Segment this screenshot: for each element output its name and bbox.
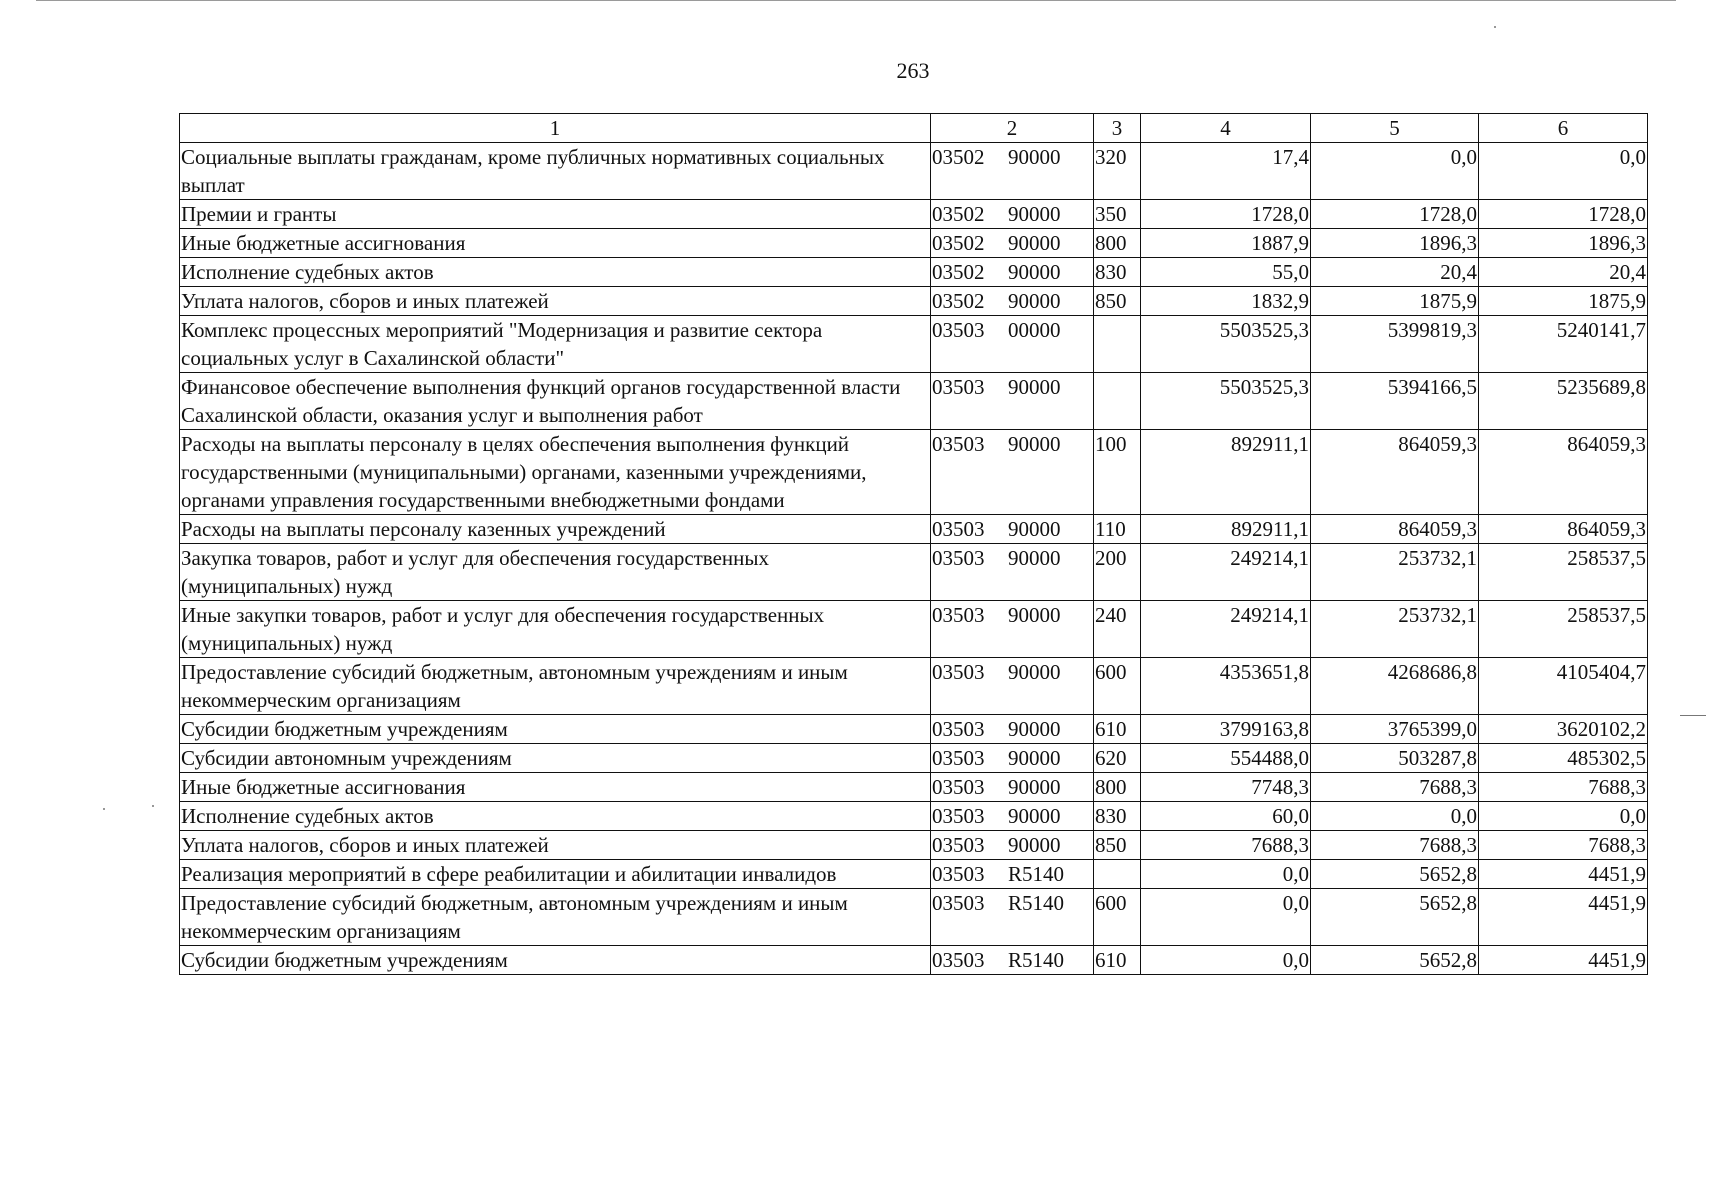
amount-col4-cell: 3799163,8 (1141, 715, 1311, 744)
target-article-code-cell (931, 831, 1094, 860)
target-article-code-cell (931, 258, 1094, 287)
table-row (180, 544, 1648, 601)
target-article-code-cell (931, 860, 1094, 889)
amount-col4-cell: 0,0 (1141, 946, 1311, 975)
amount-col6-cell: 5240141,7 (1479, 316, 1648, 373)
target-article-code-cell (931, 373, 1094, 430)
amount-col4-cell: 5503525,3 (1141, 373, 1311, 430)
amount-col4-cell: 1728,0 (1141, 200, 1311, 229)
table-row (180, 143, 1648, 200)
scan-border-line (36, 0, 1676, 1)
expense-name-cell: Уплата налогов, сборов и иных платежей (180, 287, 931, 316)
amount-col6-cell: 4451,9 (1479, 889, 1648, 946)
expense-type-cell: 850 (1094, 831, 1141, 860)
code-direction-part: 90000 (1008, 517, 1061, 541)
table-row (180, 715, 1648, 744)
target-article-code-cell (931, 946, 1094, 975)
amount-col6-cell: 864059,3 (1479, 515, 1648, 544)
expense-type-cell: 800 (1094, 229, 1141, 258)
target-article-code-cell (931, 715, 1094, 744)
expense-type-cell: 620 (1094, 744, 1141, 773)
table-row (180, 200, 1648, 229)
expense-name-cell: Иные бюджетные ассигнования (180, 229, 931, 258)
amount-col4-cell: 1887,9 (1141, 229, 1311, 258)
amount-col5-cell: 0,0 (1311, 143, 1479, 200)
code-program-part: 03503 (932, 862, 985, 886)
code-direction-part: 90000 (1008, 746, 1061, 770)
amount-col6-cell: 1728,0 (1479, 200, 1648, 229)
amount-col5-cell: 0,0 (1311, 802, 1479, 831)
amount-col6-cell: 4105404,7 (1479, 658, 1648, 715)
table-row (180, 229, 1648, 258)
expense-type-cell: 600 (1094, 889, 1141, 946)
code-program-part: 03503 (932, 891, 985, 915)
code-program-part: 03503 (932, 546, 985, 570)
table-row (180, 515, 1648, 544)
amount-col4-cell: 17,4 (1141, 143, 1311, 200)
expense-name-cell: Предоставление субсидий бюджетным, автономным учреждениям и иным некоммерческим организациям (180, 658, 931, 715)
table-row (180, 430, 1648, 515)
code-program-part: 03503 (932, 717, 985, 741)
amount-col5-cell: 1728,0 (1311, 200, 1479, 229)
table-row (180, 831, 1648, 860)
code-direction-part: 90000 (1008, 603, 1061, 627)
expense-type-cell (1094, 316, 1141, 373)
code-program-part: 03502 (932, 260, 985, 284)
expense-name-cell: Исполнение судебных актов (180, 802, 931, 831)
code-direction-part: R5140 (1008, 891, 1065, 915)
amount-col5-cell: 20,4 (1311, 258, 1479, 287)
code-direction-part: R5140 (1008, 862, 1065, 886)
expense-type-cell: 850 (1094, 287, 1141, 316)
expense-name-cell: Исполнение судебных актов (180, 258, 931, 287)
target-article-code-cell (931, 316, 1094, 373)
expense-type-cell (1094, 860, 1141, 889)
expense-name-cell: Реализация мероприятий в сфере реабилитации и абилитации инвалидов (180, 860, 931, 889)
budget-table (179, 113, 1648, 975)
code-program-part: 03503 (932, 318, 985, 342)
expense-type-cell: 200 (1094, 544, 1141, 601)
target-article-code-cell (931, 143, 1094, 200)
code-program-part: 03503 (932, 948, 985, 972)
target-article-code-cell (931, 229, 1094, 258)
expense-name-cell: Субсидии бюджетным учреждениям (180, 715, 931, 744)
code-direction-part: 90000 (1008, 145, 1061, 169)
target-article-code-cell (931, 515, 1094, 544)
code-program-part: 03503 (932, 375, 985, 399)
amount-col6-cell: 7688,3 (1479, 773, 1648, 802)
column-header: 1 (180, 114, 931, 143)
code-direction-part: 90000 (1008, 432, 1061, 456)
amount-col5-cell: 1896,3 (1311, 229, 1479, 258)
code-program-part: 03503 (932, 660, 985, 684)
amount-col6-cell: 20,4 (1479, 258, 1648, 287)
code-program-part: 03503 (932, 517, 985, 541)
expense-name-cell: Премии и гранты (180, 200, 931, 229)
column-header: 5 (1311, 114, 1479, 143)
amount-col6-cell: 7688,3 (1479, 831, 1648, 860)
expense-name-cell: Уплата налогов, сборов и иных платежей (180, 831, 931, 860)
code-program-part: 03502 (932, 202, 985, 226)
amount-col6-cell: 3620102,2 (1479, 715, 1648, 744)
code-program-part: 03503 (932, 746, 985, 770)
code-program-part: 03502 (932, 289, 985, 313)
table-row (180, 802, 1648, 831)
code-direction-part: 90000 (1008, 546, 1061, 570)
amount-col5-cell: 5652,8 (1311, 889, 1479, 946)
target-article-code-cell (931, 802, 1094, 831)
amount-col4-cell: 5503525,3 (1141, 316, 1311, 373)
expense-type-cell: 830 (1094, 258, 1141, 287)
page-number: 263 (896, 58, 930, 83)
code-direction-part: 90000 (1008, 717, 1061, 741)
table-row (180, 287, 1648, 316)
code-program-part: 03503 (932, 775, 985, 799)
expense-type-cell: 240 (1094, 601, 1141, 658)
amount-col6-cell: 258537,5 (1479, 601, 1648, 658)
table-row (180, 601, 1648, 658)
scan-edge-mark (1680, 715, 1706, 716)
amount-col5-cell: 1875,9 (1311, 287, 1479, 316)
expense-type-cell: 100 (1094, 430, 1141, 515)
target-article-code-cell (931, 889, 1094, 946)
code-direction-part: 90000 (1008, 804, 1061, 828)
amount-col6-cell: 5235689,8 (1479, 373, 1648, 430)
amount-col6-cell: 1875,9 (1479, 287, 1648, 316)
expense-name-cell: Иные бюджетные ассигнования (180, 773, 931, 802)
amount-col4-cell: 1832,9 (1141, 287, 1311, 316)
amount-col4-cell: 249214,1 (1141, 601, 1311, 658)
expense-name-cell: Субсидии бюджетным учреждениям (180, 946, 931, 975)
scan-speck (1494, 26, 1496, 28)
expense-name-cell: Иные закупки товаров, работ и услуг для обеспечения государственных (муниципальных) нужд (180, 601, 931, 658)
column-header: 3 (1094, 114, 1141, 143)
table-row (180, 373, 1648, 430)
amount-col5-cell: 864059,3 (1311, 430, 1479, 515)
target-article-code-cell (931, 200, 1094, 229)
target-article-code-cell (931, 430, 1094, 515)
expense-name-cell: Предоставление субсидий бюджетным, автономным учреждениям и иным некоммерческим организациям (180, 889, 931, 946)
code-direction-part: 90000 (1008, 775, 1061, 799)
amount-col6-cell: 864059,3 (1479, 430, 1648, 515)
table-row (180, 744, 1648, 773)
amount-col5-cell: 503287,8 (1311, 744, 1479, 773)
amount-col4-cell: 892911,1 (1141, 430, 1311, 515)
amount-col6-cell: 258537,5 (1479, 544, 1648, 601)
target-article-code-cell (931, 287, 1094, 316)
amount-col5-cell: 5652,8 (1311, 946, 1479, 975)
amount-col4-cell: 0,0 (1141, 889, 1311, 946)
amount-col6-cell: 0,0 (1479, 143, 1648, 200)
target-article-code-cell (931, 658, 1094, 715)
code-program-part: 03503 (932, 804, 985, 828)
amount-col5-cell: 253732,1 (1311, 544, 1479, 601)
expense-type-cell: 320 (1094, 143, 1141, 200)
expense-type-cell: 350 (1094, 200, 1141, 229)
expense-name-cell: Расходы на выплаты персоналу казенных учреждений (180, 515, 931, 544)
table-row (180, 773, 1648, 802)
code-direction-part: 90000 (1008, 289, 1061, 313)
table-row (180, 889, 1648, 946)
amount-col6-cell: 485302,5 (1479, 744, 1648, 773)
amount-col4-cell: 249214,1 (1141, 544, 1311, 601)
amount-col4-cell: 554488,0 (1141, 744, 1311, 773)
code-direction-part: 90000 (1008, 660, 1061, 684)
code-program-part: 03503 (932, 833, 985, 857)
expense-name-cell: Социальные выплаты гражданам, кроме публичных нормативных социальных выплат (180, 143, 931, 200)
amount-col5-cell: 5394166,5 (1311, 373, 1479, 430)
amount-col5-cell: 5652,8 (1311, 860, 1479, 889)
code-direction-part: 00000 (1008, 318, 1061, 342)
expense-type-cell: 110 (1094, 515, 1141, 544)
table-row (180, 258, 1648, 287)
amount-col5-cell: 5399819,3 (1311, 316, 1479, 373)
amount-col4-cell: 0,0 (1141, 860, 1311, 889)
amount-col4-cell: 4353651,8 (1141, 658, 1311, 715)
expense-type-cell: 600 (1094, 658, 1141, 715)
expense-type-cell: 800 (1094, 773, 1141, 802)
column-header: 4 (1141, 114, 1311, 143)
code-program-part: 03502 (932, 231, 985, 255)
amount-col6-cell: 4451,9 (1479, 946, 1648, 975)
scan-speck (152, 805, 154, 807)
code-direction-part: 90000 (1008, 202, 1061, 226)
expense-type-cell: 830 (1094, 802, 1141, 831)
column-header: 2 (931, 114, 1094, 143)
amount-col4-cell: 60,0 (1141, 802, 1311, 831)
target-article-code-cell (931, 744, 1094, 773)
expense-name-cell: Закупка товаров, работ и услуг для обеспечения государственных (муниципальных) нужд (180, 544, 931, 601)
table-row (180, 316, 1648, 373)
amount-col6-cell: 4451,9 (1479, 860, 1648, 889)
code-direction-part: 90000 (1008, 260, 1061, 284)
table-row (180, 946, 1648, 975)
amount-col5-cell: 7688,3 (1311, 831, 1479, 860)
expense-name-cell: Субсидии автономным учреждениям (180, 744, 931, 773)
column-header: 6 (1479, 114, 1648, 143)
expense-name-cell: Расходы на выплаты персоналу в целях обеспечения выполнения функций государственными (муниципальными) органами, казенными учреждениями, органами управления государственными внебюджетными фондами (180, 430, 931, 515)
target-article-code-cell (931, 601, 1094, 658)
table-header-row (180, 114, 1648, 143)
expense-type-cell: 610 (1094, 715, 1141, 744)
amount-col6-cell: 0,0 (1479, 802, 1648, 831)
code-direction-part: 90000 (1008, 375, 1061, 399)
code-program-part: 03503 (932, 432, 985, 456)
amount-col5-cell: 4268686,8 (1311, 658, 1479, 715)
amount-col5-cell: 7688,3 (1311, 773, 1479, 802)
amount-col4-cell: 7688,3 (1141, 831, 1311, 860)
table-row (180, 860, 1648, 889)
expense-name-cell: Комплекс процессных мероприятий "Модернизация и развитие сектора социальных услуг в Сахалинской области" (180, 316, 931, 373)
amount-col4-cell: 7748,3 (1141, 773, 1311, 802)
scan-speck (103, 808, 105, 810)
amount-col6-cell: 1896,3 (1479, 229, 1648, 258)
amount-col5-cell: 253732,1 (1311, 601, 1479, 658)
code-program-part: 03503 (932, 603, 985, 627)
expense-type-cell (1094, 373, 1141, 430)
amount-col5-cell: 3765399,0 (1311, 715, 1479, 744)
table-row (180, 658, 1648, 715)
expense-type-cell: 610 (1094, 946, 1141, 975)
code-direction-part: 90000 (1008, 231, 1061, 255)
amount-col4-cell: 892911,1 (1141, 515, 1311, 544)
expense-name-cell: Финансовое обеспечение выполнения функций органов государственной власти Сахалинской области, оказания услуг и выполнения работ (180, 373, 931, 430)
target-article-code-cell (931, 544, 1094, 601)
code-direction-part: 90000 (1008, 833, 1061, 857)
amount-col5-cell: 864059,3 (1311, 515, 1479, 544)
code-direction-part: R5140 (1008, 948, 1065, 972)
table-body (180, 143, 1648, 975)
target-article-code-cell (931, 773, 1094, 802)
code-program-part: 03502 (932, 145, 985, 169)
amount-col4-cell: 55,0 (1141, 258, 1311, 287)
